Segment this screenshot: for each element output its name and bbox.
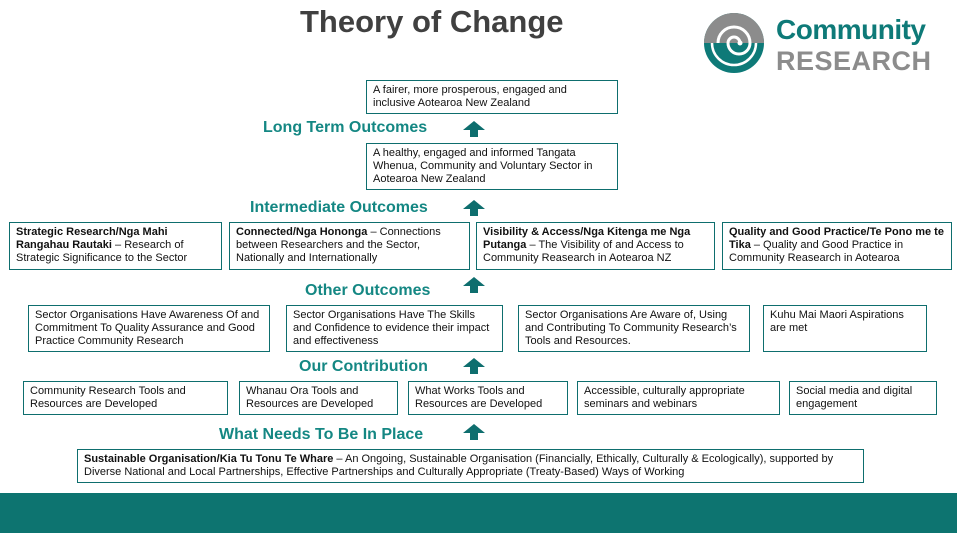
contribution-box-text: Accessible, culturally appropriate seminars and webinars bbox=[584, 385, 745, 410]
up-arrow-icon bbox=[463, 358, 485, 374]
long-term-outcome-text: A healthy, engaged and informed Tangata Whenua, Community and Voluntary Sector in Aotearoa New Zealand bbox=[373, 147, 593, 185]
top-outcome-box bbox=[366, 80, 618, 114]
logo-text-research: RESEARCH bbox=[776, 46, 932, 76]
heading-our-contribution: Our Contribution bbox=[299, 358, 428, 375]
intermediate-box-text: – Connections between Researchers and the Sector, Nationally and Internationally bbox=[236, 226, 441, 264]
other-box-text: Kuhu Mai Maori Aspirations are met bbox=[770, 309, 904, 334]
contribution-box-text: What Works Tools and Resources are Developed bbox=[415, 385, 543, 410]
page-title: Theory of Change bbox=[300, 4, 564, 39]
contribution-box-whanau-ora-tools bbox=[239, 381, 398, 415]
contribution-box-text: Community Research Tools and Resources are Developed bbox=[30, 385, 186, 410]
contribution-box-what-works-tools bbox=[408, 381, 568, 415]
intermediate-box-bold: Connected/Nga Hononga bbox=[236, 226, 368, 238]
heading-other-outcomes: Other Outcomes bbox=[305, 282, 431, 299]
up-arrow-icon bbox=[463, 200, 485, 216]
intermediate-box-quality-practice bbox=[722, 222, 952, 270]
up-arrow-icon bbox=[463, 424, 485, 440]
intermediate-box-bold: Visibility & Access/Nga Kitenga me Nga Putanga bbox=[483, 226, 691, 251]
intermediate-box-strategic-research bbox=[9, 222, 222, 270]
intermediate-box-bold: Strategic Research/Nga Mahi Rangahau Rautaki bbox=[16, 226, 168, 251]
other-box-kuhu-mai bbox=[763, 305, 927, 352]
heading-intermediate-outcomes: Intermediate Outcomes bbox=[250, 199, 428, 216]
contribution-box-text: Whanau Ora Tools and Resources are Developed bbox=[246, 385, 374, 410]
logo-text-community: Community bbox=[776, 14, 926, 45]
up-arrow-icon bbox=[463, 121, 485, 137]
contribution-box-community-research-tools bbox=[23, 381, 228, 415]
foundation-box-bold: Sustainable Organisation/Kia Tu Tonu Te Whare bbox=[84, 453, 334, 465]
foundation-box-sustainable-organisation bbox=[77, 449, 864, 483]
contribution-box-seminars-webinars bbox=[577, 381, 780, 415]
other-box-text: Sector Organisations Have Awareness Of and Commitment To Quality Assurance and Good Practice Community Research bbox=[35, 309, 260, 347]
long-term-outcome-box bbox=[366, 143, 618, 190]
heading-long-term-outcomes: Long Term Outcomes bbox=[263, 119, 428, 136]
other-box-skills-confidence bbox=[286, 305, 503, 352]
community-research-logo bbox=[703, 10, 943, 78]
other-box-aware-using bbox=[518, 305, 750, 352]
contribution-box-social-media bbox=[789, 381, 937, 415]
heading-what-needs-to-be-in-place: What Needs To Be In Place bbox=[219, 426, 424, 443]
intermediate-box-text: – The Visibility of and Access to Community Reasearch in Aotearoa NZ bbox=[483, 239, 684, 264]
up-arrow-icon bbox=[463, 277, 485, 293]
other-box-text: Sector Organisations Have The Skills and Confidence to evidence their impact and effectiveness bbox=[293, 309, 490, 347]
koru-logo-icon bbox=[703, 12, 765, 74]
intermediate-box-connected bbox=[229, 222, 470, 270]
intermediate-box-bold: Quality and Good Practice/Te Pono me te Tika bbox=[729, 226, 944, 251]
intermediate-box-text: – Quality and Good Practice in Community Reasearch in Aotearoa bbox=[729, 239, 904, 264]
other-box-text: Sector Organisations Are Aware of, Using and Contributing To Community Research’s Tools and Resources. bbox=[525, 309, 737, 347]
intermediate-box-text: – Research of Strategic Significance to the Sector bbox=[16, 239, 188, 264]
intermediate-box-visibility-access bbox=[476, 222, 715, 270]
other-box-awareness-commitment bbox=[28, 305, 270, 352]
footer-band bbox=[0, 493, 957, 533]
contribution-box-text: Social media and digital engagement bbox=[796, 385, 913, 410]
foundation-box-text: – An Ongoing, Sustainable Organisation (Financially, Ethically, Culturally & Ecologically), supported by Diverse National and Local Partnerships, Effective Partnerships and Culturally Appropriate (Treaty-Based) Ways of Working bbox=[84, 453, 834, 478]
top-outcome-text: A fairer, more prosperous, engaged and inclusive Aotearoa New Zealand bbox=[373, 84, 567, 109]
